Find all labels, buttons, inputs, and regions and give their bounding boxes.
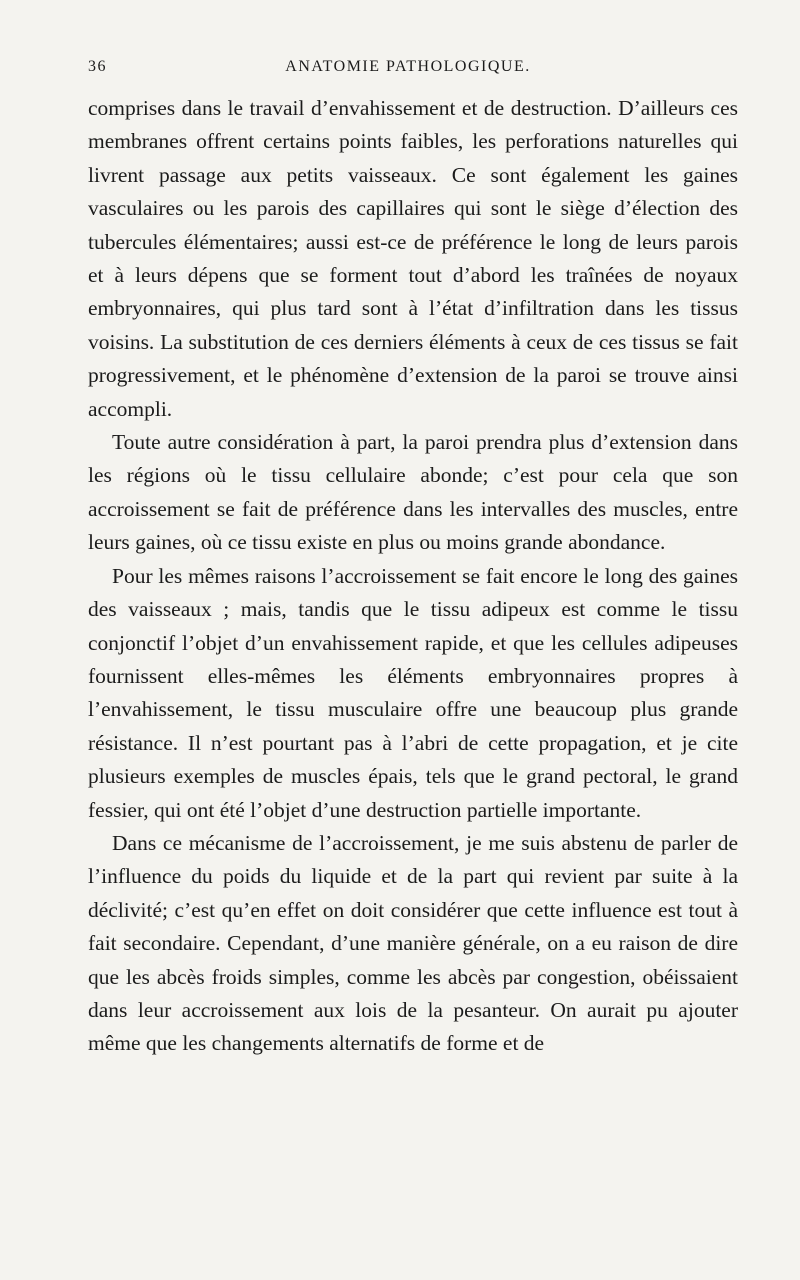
paragraph-4: Dans ce mécanisme de l’accroissement, je me suis abstenu de parler de l’influence du poids du liquide et de la part qui revient par suite à la déclivité; c’est qu’en effet on doit considérer que cette influence est tout à fait secondaire. Cependant, d’une manière générale, on a eu raison de dire que les abcès froids simples, comme les abcès par congestion, obéissaient dans leur accroissement aux lois de la pesanteur. On aurait pu ajouter même que les changements alternatifs de forme et de — [88, 830, 738, 1056]
paragraph-2: Toute autre considération à part, la paroi prendra plus d’extension dans les régions où le tissu cellulaire abonde; c’est pour cela que son accroissement se fait de préférence dans les intervalles des muscles, entre leurs gaines, où ce tissu existe en plus ou moins grande abondance. — [88, 430, 738, 555]
page-number: 36 — [88, 58, 107, 75]
page-header — [88, 58, 728, 80]
body-text — [88, 92, 738, 1061]
running-title: ANATOMIE PATHOLOGIQUE. — [285, 58, 531, 75]
paragraph-1: comprises dans le travail d’envahissement et de destruction. D’ailleurs ces membranes offrent certains points faibles, les perforations naturelles qui livrent passage aux petits vaisseaux. Ce sont également les gaines vasculaires ou les parois des capillaires qui sont le siège d’élection des tubercules élémentaires; aussi est-ce de préférence le long de leurs parois et à leurs dépens que se forment tout d’abord les traînées de noyaux embryonnaires, qui plus tard sont à l’état d’infiltration dans les tissus voisins. La substitution de ces derniers éléments à ceux de ces tissus se fait progressivement, et le phénomène d’extension de la paroi se trouve ainsi accompli. — [88, 96, 738, 421]
paragraph-3: Pour les mêmes raisons l’accroissement se fait encore le long des gaines des vaisseaux ; mais, tandis que le tissu adipeux est comme le tissu conjonctif l’objet d’un envahissement rapide, et que les cellules adipeuses fournissent elles-mêmes les éléments embryonnaires propres à l’envahissement, le tissu musculaire offre une beaucoup plus grande résistance. Il n’est pourtant pas à l’abri de cette propagation, et je cite plusieurs exemples de muscles épais, tels que le grand pectoral, le grand fessier, qui ont été l’objet d’une destruction partielle importante. — [88, 563, 738, 822]
